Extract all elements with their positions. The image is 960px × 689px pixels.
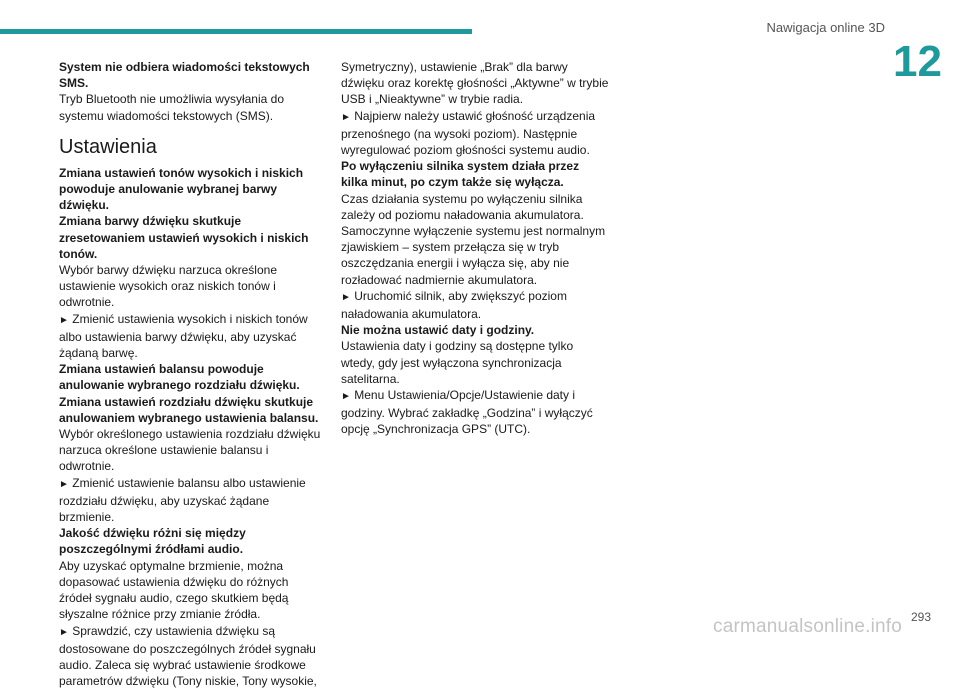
paragraph: Aby uzyskać optymalne brzmienie, można dopasować ustawienia dźwięku do różnych źródeł sygnału audio, czego skutkiem będą słyszalne różnice przy zmianie źródła. xyxy=(59,558,321,623)
bullet-text: Uruchomić silnik, aby zwiększyć poziom naładowania akumulatora. xyxy=(341,289,567,321)
paragraph: Czas działania systemu po wyłączeniu silnika zależy od poziomu naładowania akumulatora. xyxy=(341,191,609,223)
bullet-text: Sprawdzić, czy ustawienia dźwięku są dostosowane do poszczególnych źródeł sygnału audio. Zaleca się wybrać ustawienie środkowe parametrów dźwięku (Tony niskie, Tony wysokie, xyxy=(59,624,317,689)
heading-settings: Ustawienia xyxy=(59,135,321,159)
arrow-bullet-icon: ► xyxy=(59,315,69,326)
paragraph-bold: System nie odbiera wiadomości tekstowych SMS. xyxy=(59,59,321,91)
paragraph: Ustawienia daty i godziny są dostępne tylko wtedy, gdy jest wyłączona synchronizacja satelitarna. xyxy=(341,338,609,387)
paragraph: Tryb Bluetooth nie umożliwia wysyłania do systemu wiadomości tekstowych (SMS). xyxy=(59,91,321,123)
paragraph-bold: Zmiana ustawień rozdziału dźwięku skutkuje anulowaniem wybranego ustawienia balansu. xyxy=(59,394,321,426)
paragraph: Symetryczny), ustawienie „Brak” dla barwy dźwięku oraz korektę głośności „Aktywne” w trybie USB i „Nieaktywne” w trybie radia. xyxy=(341,59,609,108)
right-column xyxy=(341,59,609,438)
arrow-bullet-icon: ► xyxy=(59,627,69,638)
bullet-item xyxy=(59,475,321,526)
paragraph-bold: Zmiana ustawień tonów wysokich i niskich powoduje anulowanie wybranej barwy dźwięku. xyxy=(59,165,321,214)
bullet-item xyxy=(341,108,609,159)
bullet-item xyxy=(59,311,321,362)
header-accent-bar xyxy=(0,29,472,34)
watermark: carmanualsonline.info xyxy=(713,616,902,638)
bullet-item xyxy=(341,387,609,438)
bullet-text: Zmienić ustawienie balansu albo ustawienie rozdziału dźwięku, aby uzyskać żądane brzmienie. xyxy=(59,476,306,524)
bullet-text: Najpierw należy ustawić głośność urządzenia przenośnego (na wysoki poziom). Następnie wyregulować poziom głośności systemu audio. xyxy=(341,109,595,157)
arrow-bullet-icon: ► xyxy=(341,292,351,303)
chapter-number: 12 xyxy=(893,40,942,84)
paragraph: Samoczynne wyłączenie systemu jest normalnym zjawiskiem – system przełącza się w tryb oszczędzania energii i wyłącza się, aby nie rozładować nadmiernie akumulatora. xyxy=(341,223,609,288)
bullet-text: Menu Ustawienia/Opcje/Ustawienie daty i godziny. Wybrać zakładkę „Godzina” i wyłączyć opcję „Synchronizacja GPS” (UTC). xyxy=(341,388,593,436)
page-number: 293 xyxy=(911,610,931,624)
bullet-item xyxy=(59,623,321,689)
paragraph-bold: Zmiana ustawień balansu powoduje anulowanie wybranego rozdziału dźwięku. xyxy=(59,361,321,393)
bullet-item xyxy=(341,288,609,322)
paragraph: Wybór określonego ustawienia rozdziału dźwięku narzuca określone ustawienie balansu i odwrotnie. xyxy=(59,426,321,475)
bullet-text: Zmienić ustawienia wysokich i niskich tonów albo ustawienia barwy dźwięku, aby uzyskać żądaną barwę. xyxy=(59,312,308,360)
arrow-bullet-icon: ► xyxy=(341,112,351,123)
section-title: Nawigacja online 3D xyxy=(766,20,885,35)
paragraph-bold: Nie można ustawić daty i godziny. xyxy=(341,322,609,338)
paragraph-bold: Jakość dźwięku różni się między poszczególnymi źródłami audio. xyxy=(59,525,321,557)
paragraph: Wybór barwy dźwięku narzuca określone ustawienie wysokich oraz niskich tonów i odwrotnie. xyxy=(59,262,321,311)
arrow-bullet-icon: ► xyxy=(341,391,351,402)
left-column xyxy=(59,59,321,689)
paragraph-bold: Zmiana barwy dźwięku skutkuje zresetowaniem ustawień wysokich i niskich tonów. xyxy=(59,213,321,262)
arrow-bullet-icon: ► xyxy=(59,479,69,490)
paragraph-bold: Po wyłączeniu silnika system działa przez kilka minut, po czym także się wyłącza. xyxy=(341,158,609,190)
